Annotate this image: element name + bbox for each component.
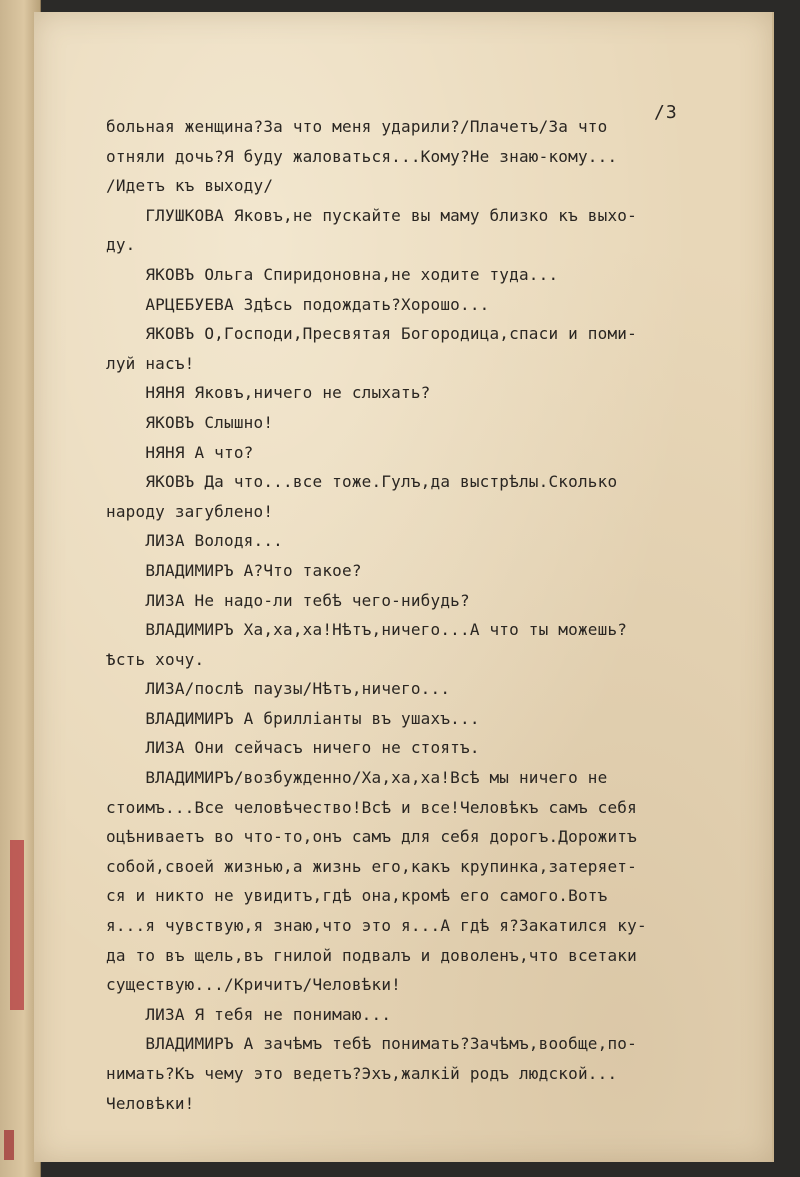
text-line: ЯКОВЪ Слышно! <box>106 412 274 432</box>
text-line: ся и никто не увидитъ,гдѣ она,кромѣ его самого.Вотъ <box>106 886 608 906</box>
document-page <box>34 12 774 1162</box>
text-line: ВЛАДИМИРЪ/возбужденно/Ха,ха,ха!Всѣ мы ничего не <box>106 768 608 788</box>
text-line: нимать?Къ чему это ведетъ?Эхъ,жалкій родъ людской... <box>106 1064 618 1083</box>
text-line: ЯКОВЪ О,Господи,Пресвятая Богородица,спаси и поми- <box>106 324 637 344</box>
text-line: АРЦЕБУЕВА Здѣсь подождать?Хорошо... <box>106 294 490 314</box>
text-line: ЛИЗА/послѣ паузы/Нѣтъ,ничего... <box>106 679 451 699</box>
text-line: собой,своей жизнью,а жизнь его,какъ крупинка,затеряет- <box>106 856 637 876</box>
text-line: ВЛАДИМИРЪ Ха,ха,ха!Нѣтъ,ничего...А что ты можешь? <box>106 620 628 640</box>
text-line: ВЛАДИМИРЪ А зачѣмъ тебѣ понимать?Зачѣмъ,вообще,по- <box>106 1034 637 1054</box>
text-line: НЯНЯ Яковъ,ничего не слыхать? <box>106 383 431 403</box>
text-line: я...я чувствую,я знаю,что это я...А гдѣ я?Закатился ку- <box>106 916 647 936</box>
text-line: ЯКОВЪ Ольга Спиридоновна,не ходите туда... <box>106 264 559 284</box>
text-line: ВЛАДИМИРЪ А брилліанты въ ушахъ... <box>106 708 480 728</box>
text-line: ду. <box>106 235 136 255</box>
text-line: ЛИЗА Володя... <box>106 531 283 551</box>
text-line: да то въ щель,въ гнилой подвалъ и доволенъ,что всетаки <box>106 945 637 965</box>
text-line: ЛИЗА Не надо-ли тебѣ чего-нибудь? <box>106 590 470 610</box>
text-line: оцѣниваетъ во что-то,онъ самъ для себя дорогъ.Дорожитъ <box>106 827 637 847</box>
text-line: ЛИЗА Я тебя не понимаю... <box>106 1004 392 1024</box>
text-line: /Идетъ къ выходу/ <box>106 176 274 196</box>
text-line: больная женщина?За что меня ударили?/Плачетъ/За что <box>106 117 608 136</box>
red-binding-strip-lower <box>4 1130 14 1160</box>
text-line: Ѣсть хочу. <box>106 649 205 669</box>
text-line: ЛИЗА Они сейчасъ ничего не стоятъ. <box>106 738 480 758</box>
page-number: /3 <box>654 102 678 123</box>
text-line: ЯКОВЪ Да что...все тоже.Гулъ,да выстрѣлы.Сколько <box>106 472 618 492</box>
text-line: народу загублено! <box>106 501 274 521</box>
text-line: существую.../Кричитъ/Человѣки! <box>106 975 401 995</box>
text-line: НЯНЯ А что? <box>106 442 254 462</box>
typewritten-text <box>106 112 746 1118</box>
text-line: луй насъ! <box>106 353 195 373</box>
text-line: ГЛУШКОВА Яковъ,не пускайте вы маму близко къ выхо- <box>106 205 637 225</box>
red-binding-strip <box>10 840 24 1010</box>
text-line: Человѣки! <box>106 1093 195 1113</box>
text-line: отняли дочь?Я буду жаловаться...Кому?Не знаю-кому... <box>106 146 618 166</box>
text-line: стоимъ...Все человѣчество!Всѣ и все!Человѣкъ самъ себя <box>106 797 637 817</box>
text-line: ВЛАДИМИРЪ А?Что такое? <box>106 560 362 580</box>
